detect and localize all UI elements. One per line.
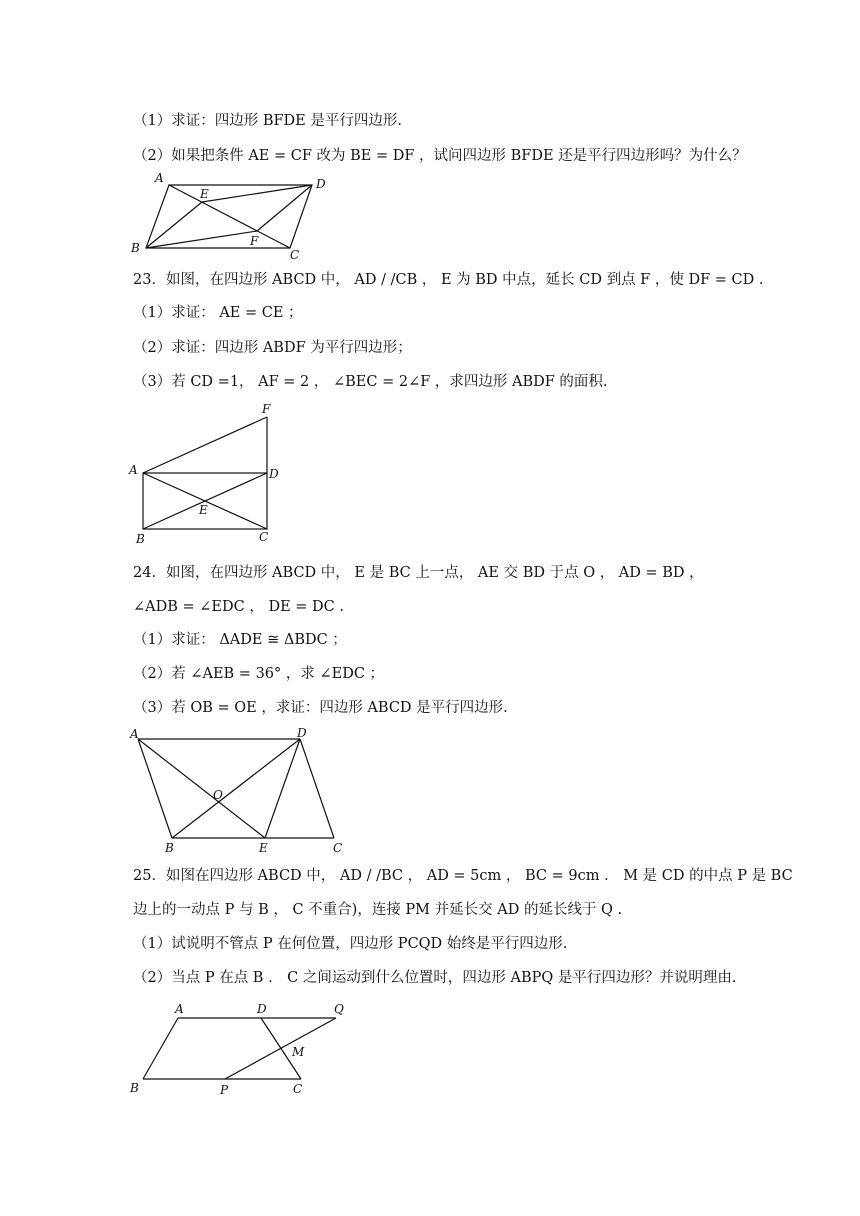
p23-question-2: （2）求证：四边形 ABDF 为平行四边形； (133, 340, 412, 356)
p25-figure-svg (128, 1000, 368, 1100)
p22-diagonal-ac (169, 185, 290, 248)
p25-label-q: Q (334, 1002, 344, 1016)
p23-label-d: D (269, 467, 279, 481)
p23-question-1: （1）求证： AE = CE ； (133, 305, 303, 321)
p24-segment-de (265, 739, 300, 838)
p24-label-c: C (333, 841, 343, 855)
p24-stem-line-1: 24．如图，在四边形 ABCD 中， E 是 BC 上一点， AE 交 BD 于点 O ， AD = BD ， (133, 565, 704, 581)
p24-segment-dc (300, 739, 334, 838)
p25-label-m: M (292, 1045, 305, 1059)
p22-question-2: （2）如果把条件 AE = CF 改为 BE = DF ，试问四边形 BFDE 还是平行四边形吗？为什么？ (133, 148, 747, 164)
p25-stem-line-2: 边上的一动点 P 与 B ， C 不重合)，连接 PM 并延长交 AD 的延长线于 Q . (133, 902, 623, 918)
p25-stem-line-1: 25．如图在四边形 ABCD 中， AD / /BC ， AD = 5cm ， BC = 9cm ． M 是 CD 的中点 P 是 BC (133, 868, 793, 884)
p22-figure (128, 170, 338, 265)
p22-label-b: B (131, 241, 140, 255)
p24-segment-ab (138, 739, 172, 838)
p23-label-c: C (259, 530, 269, 544)
p25-question-2: （2）当点 P 在点 B ． C 之间运动到什么位置时，四边形 ABPQ 是平行四边形？并说明理由. (133, 970, 737, 986)
p24-segment-ae (138, 739, 265, 838)
p25-label-d: D (257, 1002, 267, 1016)
p25-label-b: B (130, 1081, 139, 1095)
p22-label-a: A (155, 171, 164, 185)
p25-question-1: （1）试说明不管点 P 在何位置，四边形 PCQD 始终是平行四边形. (133, 936, 568, 952)
p24-figure (128, 726, 368, 856)
p23-label-b: B (136, 532, 145, 546)
p22-label-e: E (200, 187, 209, 201)
p22-label-d: D (316, 177, 326, 191)
p23-segment-af (143, 417, 267, 473)
p24-label-a: A (130, 727, 139, 741)
p23-label-e: E (199, 503, 208, 517)
p24-label-d: D (297, 726, 307, 740)
p24-question-2: （2）若 ∠AEB = 36° ，求 ∠EDC ； (133, 666, 385, 682)
p24-stem-line-2: ∠ADB = ∠EDC ， DE = DC . (133, 599, 344, 615)
p24-label-e: E (259, 841, 268, 855)
p24-question-1: （1）求证： ΔADE ≅ ΔBDC ； (133, 632, 347, 648)
p22-label-f: F (250, 234, 259, 248)
p25-segment-ab (143, 1018, 178, 1079)
p25-label-a: A (175, 1002, 184, 1016)
p24-segment-bd (172, 739, 300, 838)
p25-figure (128, 1000, 368, 1100)
p22-label-c: C (290, 248, 300, 262)
p24-label-b: B (165, 841, 174, 855)
p23-label-f: F (262, 402, 271, 416)
p23-figure (128, 400, 288, 550)
p25-label-p: P (220, 1083, 229, 1097)
p25-label-c: C (293, 1082, 303, 1096)
p23-question-3: （3）若 CD =1， AF = 2 ， ∠BEC = 2∠F ，求四边形 ABDF 的面积. (133, 374, 608, 390)
p24-figure-svg (128, 726, 368, 856)
p23-label-a: A (129, 463, 138, 477)
p24-label-o: O (213, 788, 223, 802)
p25-segment-pq (225, 1018, 336, 1079)
p22-figure-svg (128, 170, 338, 265)
p24-question-3: （3）若 OB = OE ，求证：四边形 ABCD 是平行四边形. (133, 700, 508, 716)
p23-figure-svg (128, 400, 288, 550)
p22-question-1: （1）求证：四边形 BFDE 是平行四边形. (133, 113, 402, 129)
p23-stem: 23．如图，在四边形 ABCD 中， AD / /CB ， E 为 BD 中点，延长 CD 到点 F ，使 DF = CD . (133, 272, 764, 288)
